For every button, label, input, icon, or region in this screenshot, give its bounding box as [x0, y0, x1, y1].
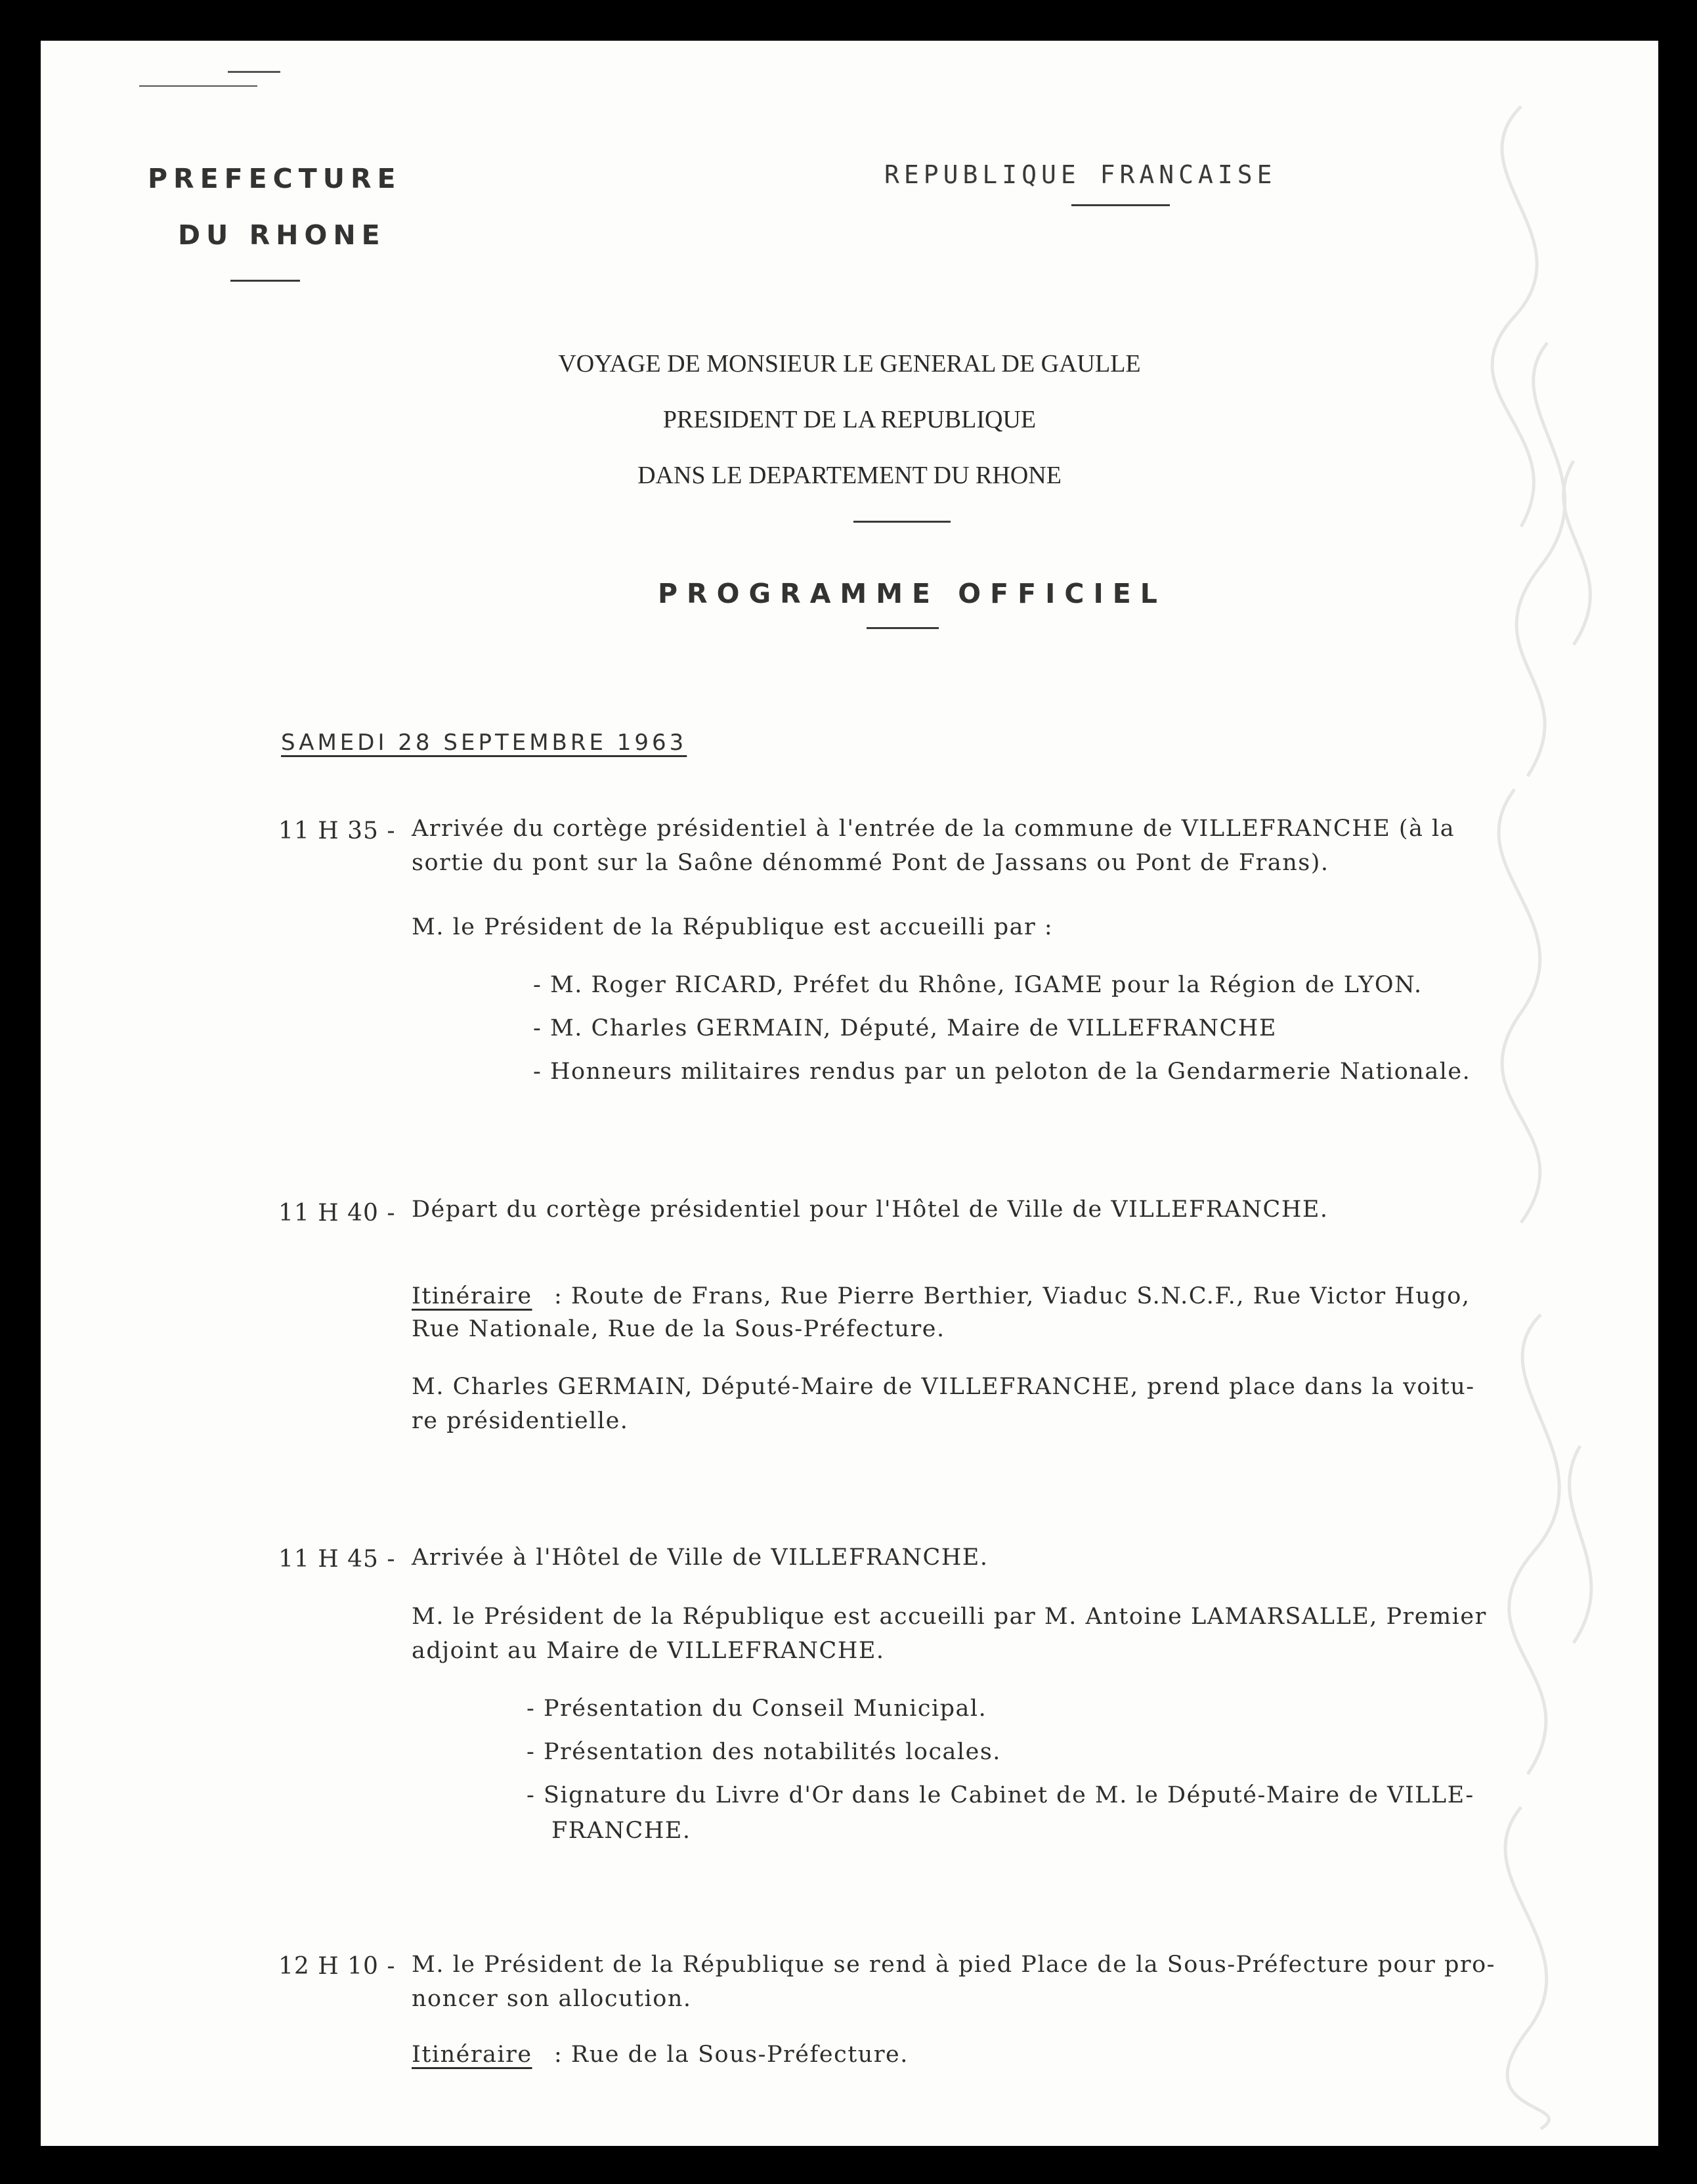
- programme-heading: PROGRAMME OFFICIEL: [658, 578, 1167, 609]
- document-subtitle: PRESIDENT DE LA REPUBLIQUE: [662, 406, 1037, 433]
- entry-intro: M. le Président de la République est accueilli par :: [412, 914, 1054, 940]
- republique-rule: [1071, 204, 1170, 206]
- document-title: VOYAGE DE MONSIEUR LE GENERAL DE GAULLE: [558, 350, 1141, 378]
- margin-mark: [139, 85, 257, 87]
- header-rule: [230, 280, 300, 282]
- itinerary-label: Itinéraire: [412, 1283, 532, 1309]
- entry-text: noncer son allocution.: [412, 1986, 692, 2012]
- prefecture-label-line2: DU RHONE: [178, 219, 386, 251]
- date-heading: SAMEDI 28 SEPTEMBRE 1963: [281, 730, 687, 756]
- prefecture-label: PREFECTURE: [148, 163, 402, 194]
- entry-time: 12 H 10 -: [278, 1953, 396, 1980]
- document-subtitle-2: DANS LE DEPARTEMENT DU RHONE: [637, 462, 1062, 489]
- list-item: - Présentation du Conseil Municipal.: [526, 1695, 987, 1722]
- entry-text: M. le Président de la République se rend à pied Place de la Sous-Préfecture pour pro-: [412, 1952, 1495, 1978]
- entry-intro: M. le Président de la République est accueilli par M. Antoine LAMARSALLE, Premier: [412, 1604, 1487, 1630]
- republique-label: REPUBLIQUE FRANCAISE: [884, 160, 1277, 189]
- list-item: - M. Roger RICARD, Préfet du Rhône, IGAME pour la Région de LYON.: [533, 972, 1423, 998]
- list-item: - Honneurs militaires rendus par un peloton de la Gendarmerie Nationale.: [533, 1059, 1471, 1085]
- entry-intro: adjoint au Maire de VILLEFRANCHE.: [412, 1638, 885, 1664]
- itinerary-label: Itinéraire: [412, 2042, 532, 2068]
- list-item: - M. Charles GERMAIN, Député, Maire de VILLEFRANCHE: [533, 1015, 1277, 1041]
- programme-rule: [867, 627, 939, 629]
- margin-mark: [228, 71, 280, 73]
- entry-note: M. Charles GERMAIN, Député-Maire de VILLEFRANCHE, prend place dans la voitu-: [412, 1374, 1475, 1400]
- entry-note: re présidentielle.: [412, 1408, 629, 1434]
- document-page: [41, 41, 1658, 2146]
- entry-text: sortie du pont sur la Saône dénommé Pont de Jassans ou Pont de Frans).: [412, 850, 1329, 876]
- itinerary-text: Rue Nationale, Rue de la Sous-Préfecture.: [412, 1316, 945, 1342]
- title-rule: [853, 521, 951, 523]
- itinerary-text: : Route de Frans, Rue Pierre Berthier, Viaduc S.N.C.F., Rue Victor Hugo,: [554, 1283, 1471, 1309]
- entry-text: Départ du cortège présidentiel pour l'Hôtel de Ville de VILLEFRANCHE.: [412, 1196, 1329, 1223]
- entry-text: Arrivée à l'Hôtel de Ville de VILLEFRANCHE.: [412, 1544, 989, 1571]
- entry-text: Arrivée du cortège présidentiel à l'entrée de la commune de VILLEFRANCHE (à la: [412, 816, 1455, 842]
- entry-time: 11 H 45 -: [278, 1546, 396, 1573]
- list-item: - Présentation des notabilités locales.: [526, 1739, 1001, 1765]
- entry-time: 11 H 40 -: [278, 1200, 396, 1227]
- list-item: FRANCHE.: [551, 1818, 691, 1844]
- entry-time: 11 H 35 -: [278, 818, 396, 844]
- itinerary-text: : Rue de la Sous-Préfecture.: [554, 2042, 909, 2068]
- list-item: - Signature du Livre d'Or dans le Cabinet de M. le Député-Maire de VILLE-: [526, 1782, 1474, 1808]
